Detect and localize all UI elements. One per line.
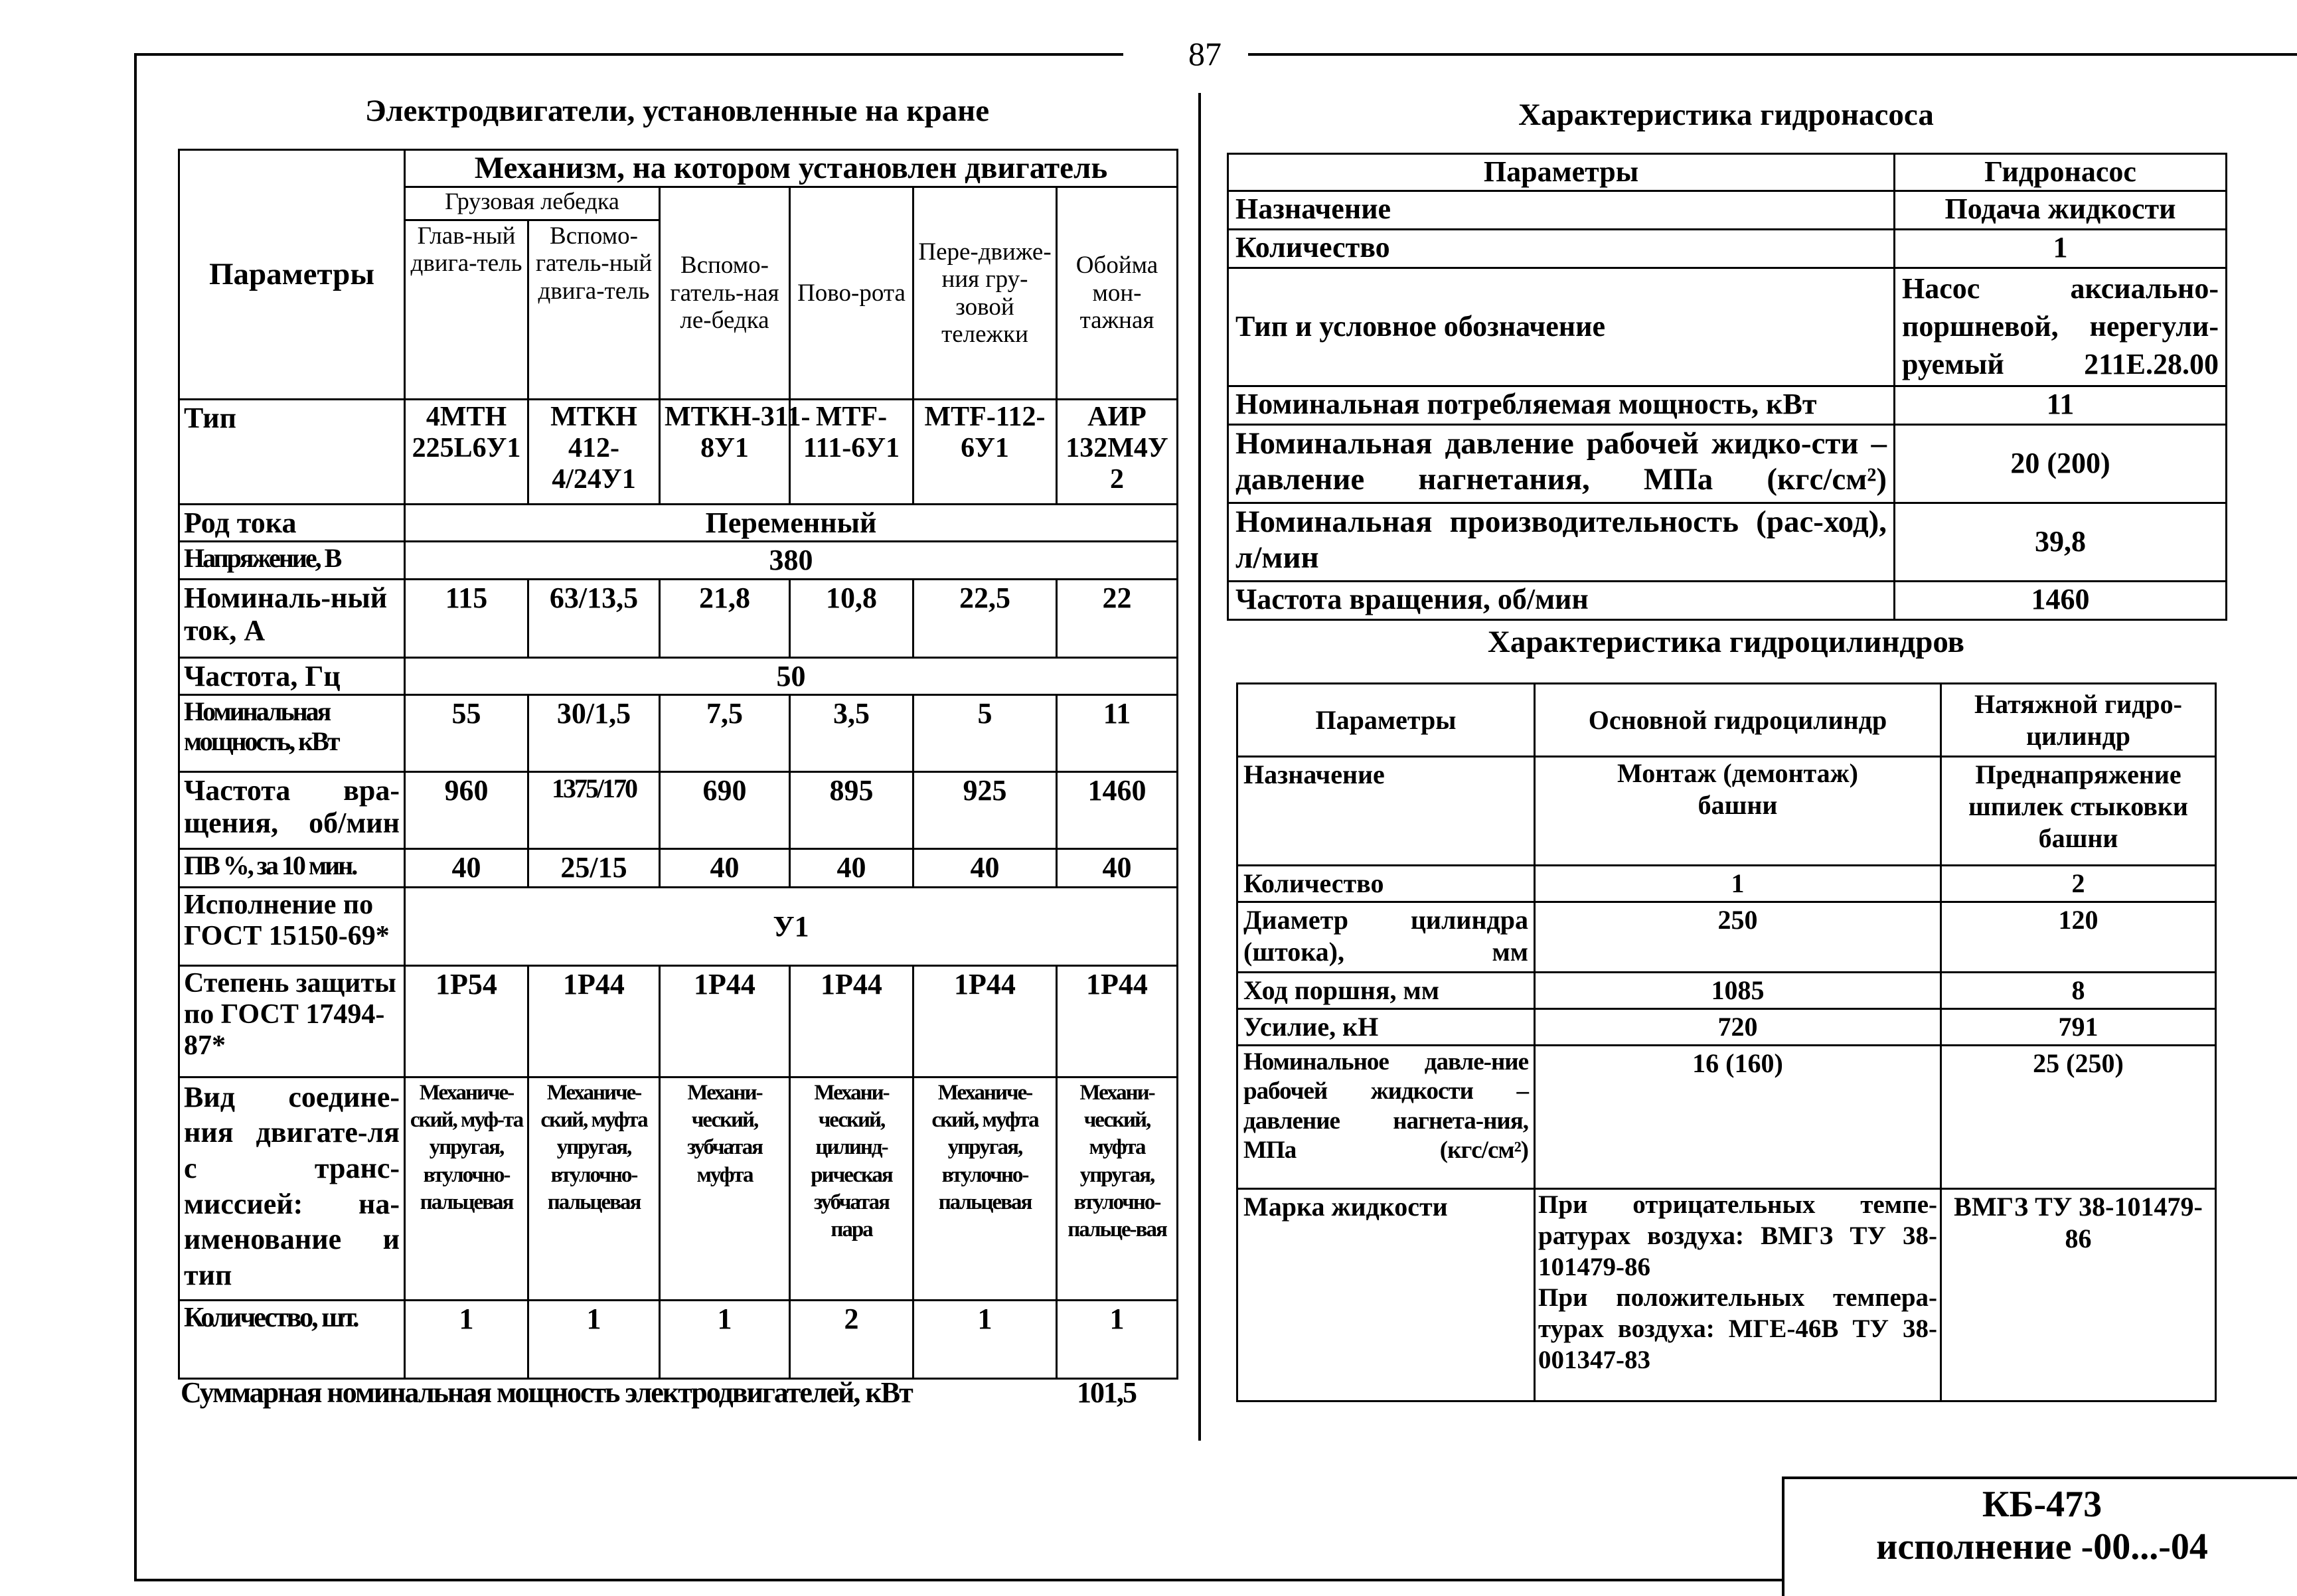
header-mechanism: Механизм, на котором установлен двигатель: [405, 150, 1178, 187]
header-col-1: Глав-ный двига-тель: [405, 220, 528, 400]
pv-cell: 40: [913, 848, 1057, 887]
quantity-cell: 1: [405, 1300, 528, 1378]
rotation-cell: 690: [660, 771, 790, 848]
power-cell: 11: [1057, 694, 1178, 771]
quantity-cell: 1: [660, 1300, 790, 1378]
cyl-header-tension: Натяжной гидро-цилиндр: [1941, 684, 2216, 757]
pump-table: [1227, 153, 2227, 621]
cyl-main-fluid: [1535, 1189, 1941, 1401]
protection-cell: 1Р44: [790, 965, 913, 1077]
header-col-6: Обойма мон-тажная: [1057, 187, 1178, 400]
rotation-cell: 1375/170: [528, 771, 660, 848]
type-cell: MTF-111-6У1: [790, 400, 913, 505]
row-execution-label: Исполнение по ГОСТ 15150-69*: [179, 887, 405, 965]
current-cell: 10,8: [790, 579, 913, 657]
row-connection-label: Вид соедине-ния двигате-ля с транс-миссией: на-именование и тип: [179, 1077, 405, 1300]
pump-row-label: Номинальная потребляемая мощность, кВт: [1228, 386, 1895, 425]
current-cell: 22: [1057, 579, 1178, 657]
type-cell: МТКН 412-4/24У1: [528, 400, 660, 505]
pump-row-label: Тип и условное обозначение: [1228, 268, 1895, 386]
cyl-tension-value: 791: [1941, 1009, 2216, 1046]
pump-row-value: 11: [1895, 386, 2227, 425]
model-name: КБ-473: [1982, 1484, 2102, 1525]
type-cell: АИР 132М4У 2: [1057, 400, 1178, 505]
cyl-tension-value: 25 (250): [1941, 1046, 2216, 1189]
type-cell: MTF-112-6У1: [913, 400, 1057, 505]
row-nominal-current-label: Номиналь-ный ток, А: [179, 579, 405, 657]
row-frequency-label: Частота, Гц: [179, 657, 405, 694]
cylinders-table: [1236, 682, 2217, 1402]
pump-row-value: Подача жидкости: [1895, 191, 2227, 230]
power-cell: 3,5: [790, 694, 913, 771]
total-power-label: Суммарная номинальная мощность электродвигателей, кВт: [181, 1376, 912, 1409]
pump-header-params: Параметры: [1228, 154, 1895, 191]
cyl-tension-value: ВМГЗ ТУ 38-101479-86: [1941, 1189, 2216, 1401]
frequency-value: 50: [405, 657, 1178, 694]
pump-header-pump: Гидронасос: [1895, 154, 2227, 191]
cyl-main-value: Монтаж (демонтаж) башни: [1535, 757, 1941, 866]
pump-row-label: Частота вращения, об/мин: [1228, 582, 1895, 620]
row-power-label: Номинальная мощность, кВт: [179, 694, 405, 771]
cyl-header-params: Параметры: [1237, 684, 1535, 757]
cyl-row-label: Марка жидкости: [1237, 1189, 1535, 1401]
pump-row-value: 1: [1895, 230, 2227, 268]
cyl-main-value: 720: [1535, 1009, 1941, 1046]
cyl-row-label: Усилие, кН: [1237, 1009, 1535, 1046]
pump-row-label: Назначение: [1228, 191, 1895, 230]
quantity-cell: 1: [913, 1300, 1057, 1378]
cyl-main-value: 1085: [1535, 973, 1941, 1009]
pv-cell: 25/15: [528, 848, 660, 887]
pump-row-value: 20 (200): [1895, 425, 2227, 503]
motors-table: [178, 149, 1178, 1380]
protection-cell: 1Р44: [1057, 965, 1178, 1077]
current-cell: 22,5: [913, 579, 1057, 657]
pump-row-label: Номинальная давление рабочей жидко-сти – давление нагнетания, МПа (кгс/см²): [1228, 425, 1895, 503]
cyl-tension-value: Преднапряжение шпилек стыковки башни: [1941, 757, 2216, 866]
cyl-row-label: Количество: [1237, 866, 1535, 902]
power-cell: 5: [913, 694, 1057, 771]
protection-cell: 1Р44: [660, 965, 790, 1077]
type-cell: 4МТН 225L6У1: [405, 400, 528, 505]
connection-cell: Механи-ческий, цилинд-рическая зубчатая пара: [790, 1077, 913, 1300]
rotation-cell: 925: [913, 771, 1057, 848]
connection-cell: Механиче-ский, муфта упругая, втулочно-пальцевая: [913, 1077, 1057, 1300]
power-cell: 55: [405, 694, 528, 771]
pv-cell: 40: [405, 848, 528, 887]
cyl-header-main: Основной гидроцилиндр: [1535, 684, 1941, 757]
quantity-cell: 1: [1057, 1300, 1178, 1378]
frame-left: [134, 53, 137, 1580]
power-cell: 7,5: [660, 694, 790, 771]
current-kind-value: Переменный: [405, 505, 1178, 542]
row-pv-label: ПВ %, за 10 мин.: [179, 848, 405, 887]
quantity-cell: 1: [528, 1300, 660, 1378]
type-cell: МТКН-311-8У1: [660, 400, 790, 505]
row-rotation-label: Частота вра-щения, об/мин: [179, 771, 405, 848]
cyl-tension-value: 8: [1941, 973, 2216, 1009]
header-col-3: Вспомо-гатель-ная ле-бедка: [660, 187, 790, 400]
frame-bottom: [134, 1579, 1782, 1581]
fluid-positive-temp: При положительных темпера-турах воздуха: МГЕ-46В ТУ 38-001347-83: [1538, 1283, 1937, 1374]
connection-cell: Механиче-ский, муфта упругая, втулочно-пальцевая: [528, 1077, 660, 1300]
header-col-5: Пере-движе-ния гру-зовой тележки: [913, 187, 1057, 400]
cyl-main-value: 16 (160): [1535, 1046, 1941, 1189]
cyl-main-value: 1: [1535, 866, 1941, 902]
pump-title: Характеристика гидронасоса: [1518, 98, 1934, 132]
power-cell: 30/1,5: [528, 694, 660, 771]
header-cargo-winch: Грузовая лебедка: [405, 187, 660, 220]
total-power-value: 101,5: [1077, 1376, 1136, 1409]
connection-cell: Механи-ческий, муфта упругая, втулочно-пальце-вая: [1057, 1077, 1178, 1300]
row-voltage-label: Напряжение, В: [179, 542, 405, 579]
current-cell: 63/13,5: [528, 579, 660, 657]
title-block: [1782, 1476, 2297, 1596]
cyl-row-label: Номинальное давле-ние рабочей жидкости – давление нагнета-ния, МПа (кгс/см²): [1237, 1046, 1535, 1189]
cyl-tension-value: 2: [1941, 866, 2216, 902]
pump-row-value: 39,8: [1895, 503, 2227, 582]
protection-cell: 1Р44: [913, 965, 1057, 1077]
connection-cell: Механи-ческий, зубчатая муфта: [660, 1077, 790, 1300]
rotation-cell: 895: [790, 771, 913, 848]
cyl-row-label: Диаметр цилиндра (штока), мм: [1237, 902, 1535, 973]
row-protection-label: Степень защиты по ГОСТ 17494-87*: [179, 965, 405, 1077]
header-col-4: Пово-рота: [790, 187, 913, 400]
header-params: Параметры: [179, 150, 405, 400]
cyl-row-label: Ход поршня, мм: [1237, 973, 1535, 1009]
pump-row-label: Номинальная производительность (рас-ход), л/мин: [1228, 503, 1895, 582]
row-type-label: Тип: [179, 400, 405, 505]
quantity-cell: 2: [790, 1300, 913, 1378]
rotation-cell: 1460: [1057, 771, 1178, 848]
cyl-tension-value: 120: [1941, 902, 2216, 973]
connection-cell: Механиче-ский, муф-та упругая, втулочно-пальцевая: [405, 1077, 528, 1300]
cyl-row-label: Назначение: [1237, 757, 1535, 866]
row-quantity-label: Количество, шт.: [179, 1300, 405, 1378]
frame-top-left: [134, 53, 1123, 56]
pump-row-value: 1460: [1895, 582, 2227, 620]
header-col-2: Вспомо-гатель-ный двига-тель: [528, 220, 660, 400]
protection-cell: 1Р54: [405, 965, 528, 1077]
fluid-negative-temp: При отрицательных темпе-ратурах воздуха: ВМГЗ ТУ 38-101479-86: [1538, 1190, 1937, 1281]
motors-title: Электродвигатели, установленные на кране: [364, 94, 990, 128]
current-cell: 21,8: [660, 579, 790, 657]
pv-cell: 40: [1057, 848, 1178, 887]
column-divider: [1198, 93, 1201, 1441]
frame-top-right: [1248, 53, 2297, 56]
protection-cell: 1Р44: [528, 965, 660, 1077]
cyl-main-value: 250: [1535, 902, 1941, 973]
pv-cell: 40: [660, 848, 790, 887]
cylinders-title: Характеристика гидроцилиндров: [1487, 625, 1965, 659]
execution-value: У1: [405, 887, 1178, 965]
rotation-cell: 960: [405, 771, 528, 848]
voltage-value: 380: [405, 542, 1178, 579]
pump-row-value: Насос аксиально-поршневой, нерегули-руемый 211Е.28.00: [1895, 268, 2227, 386]
current-cell: 115: [405, 579, 528, 657]
page-number: 87: [1188, 35, 1222, 72]
model-version: исполнение -00...-04: [1876, 1526, 2208, 1567]
pump-row-label: Количество: [1228, 230, 1895, 268]
row-current-kind-label: Род тока: [179, 505, 405, 542]
pv-cell: 40: [790, 848, 913, 887]
